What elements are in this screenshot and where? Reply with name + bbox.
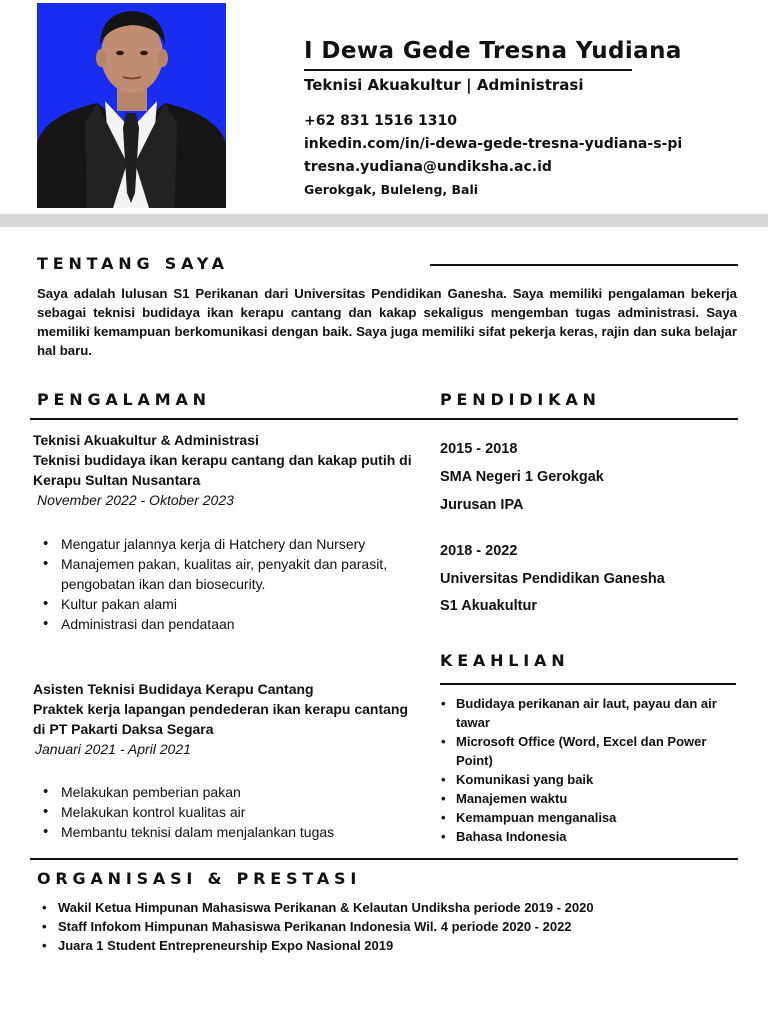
list-item: • Mengatur jalannya kerja di Hatchery dan Nursery (37, 534, 407, 554)
education-major: S1 Akuakultur (440, 598, 537, 614)
skills-list (440, 694, 736, 846)
list-item: • Komunikasi yang baik (440, 770, 736, 789)
skills-heading: KEAHLIAN (440, 651, 570, 670)
job-entry (33, 679, 423, 759)
organization-heading: ORGANISASI & PRESTASI (37, 869, 362, 888)
education-school: Universitas Pendidikan Ganesha (440, 571, 665, 587)
list-item: • Bahasa Indonesia (440, 827, 736, 846)
list-item: • Kultur pakan alami (37, 594, 407, 614)
profile-photo (37, 3, 226, 208)
skills-rule (440, 683, 736, 685)
experience-rule (30, 418, 738, 420)
education-heading: PENDIDIKAN (440, 390, 601, 409)
email-address: tresna.yudiana@undiksha.ac.id (304, 159, 552, 175)
job-description: Praktek kerja lapangan pendederan ikan kerapu cantang di PT Pakarti Daksa Segara (33, 701, 409, 737)
phone-number: +62 831 1516 1310 (304, 113, 457, 129)
job-title: Teknisi Akuakultur & Administrasi (33, 432, 259, 448)
list-item: • Juara 1 Student Entrepreneurship Expo Nasional 2019 (40, 936, 740, 955)
education-school: SMA Negeri 1 Gerokgak (440, 469, 604, 485)
job-title: Teknisi Akuakultur | Administrasi (304, 76, 584, 94)
list-item: • Manajemen pakan, kualitas air, penyakit dan parasit, pengobatan ikan dan biosecurity. (37, 554, 407, 594)
education-years: 2018 - 2022 (440, 543, 518, 559)
list-item: • Wakil Ketua Himpunan Mahasiswa Perikanan & Kelautan Undiksha periode 2019 - 2020 (40, 898, 740, 917)
organization-rule (30, 858, 738, 860)
job-date: November 2022 - Oktober 2023 (37, 492, 234, 508)
experience-heading: PENGALAMAN (37, 390, 211, 409)
job-bullets (37, 782, 407, 842)
list-item: • Administrasi dan pendataan (37, 614, 407, 634)
list-item: • Budidaya perikanan air laut, payau dan air tawar (440, 694, 736, 732)
about-rule (430, 264, 738, 266)
about-text: Saya adalah lulusan S1 Perikanan dari Universitas Pendidikan Ganesha. Saya memiliki pengalaman bekerja sebagai teknisi budidaya ikan kerapu cantang dan kakap sekaligus mengemban tugas administrasi. Saya memiliki kemampuan berkomunikasi dengan baik. Saya juga memiliki sifat pekerja keras, rajin dan suka belajar hal baru. (37, 286, 737, 358)
job-description: Teknisi budidaya ikan kerapu cantang dan kakap putih di Kerapu Sultan Nusantara (33, 452, 412, 488)
job-title: Asisten Teknisi Budidaya Kerapu Cantang (33, 681, 314, 697)
list-item: • Microsoft Office (Word, Excel dan Power Point) (440, 732, 736, 770)
organization-list (40, 898, 740, 955)
list-item: • Melakukan kontrol kualitas air (37, 802, 407, 822)
list-item: • Membantu teknisi dalam menjalankan tugas (37, 822, 407, 842)
header-divider-band (0, 214, 768, 227)
job-entry (33, 430, 423, 510)
location: Gerokgak, Buleleng, Bali (304, 182, 479, 197)
about-heading: TENTANG SAYA (37, 254, 229, 273)
job-bullets (37, 534, 407, 634)
job-date: Januari 2021 - April 2021 (35, 741, 191, 757)
list-item: • Manajemen waktu (440, 789, 736, 808)
candidate-name: I Dewa Gede Tresna Yudiana (304, 38, 682, 64)
list-item: • Melakukan pemberian pakan (37, 782, 407, 802)
education-major: Jurusan IPA (440, 497, 524, 513)
list-item: • Staff Infokom Himpunan Mahasiswa Perikanan Indonesia Wil. 4 periode 2020 - 2022 (40, 917, 740, 936)
list-item: • Kemampuan menganalisa (440, 808, 736, 827)
person-portrait-illustration (37, 3, 226, 208)
name-underline (304, 69, 632, 71)
linkedin-url: inkedin.com/in/i-dewa-gede-tresna-yudiana-s-pi (304, 136, 683, 152)
education-years: 2015 - 2018 (440, 441, 518, 457)
